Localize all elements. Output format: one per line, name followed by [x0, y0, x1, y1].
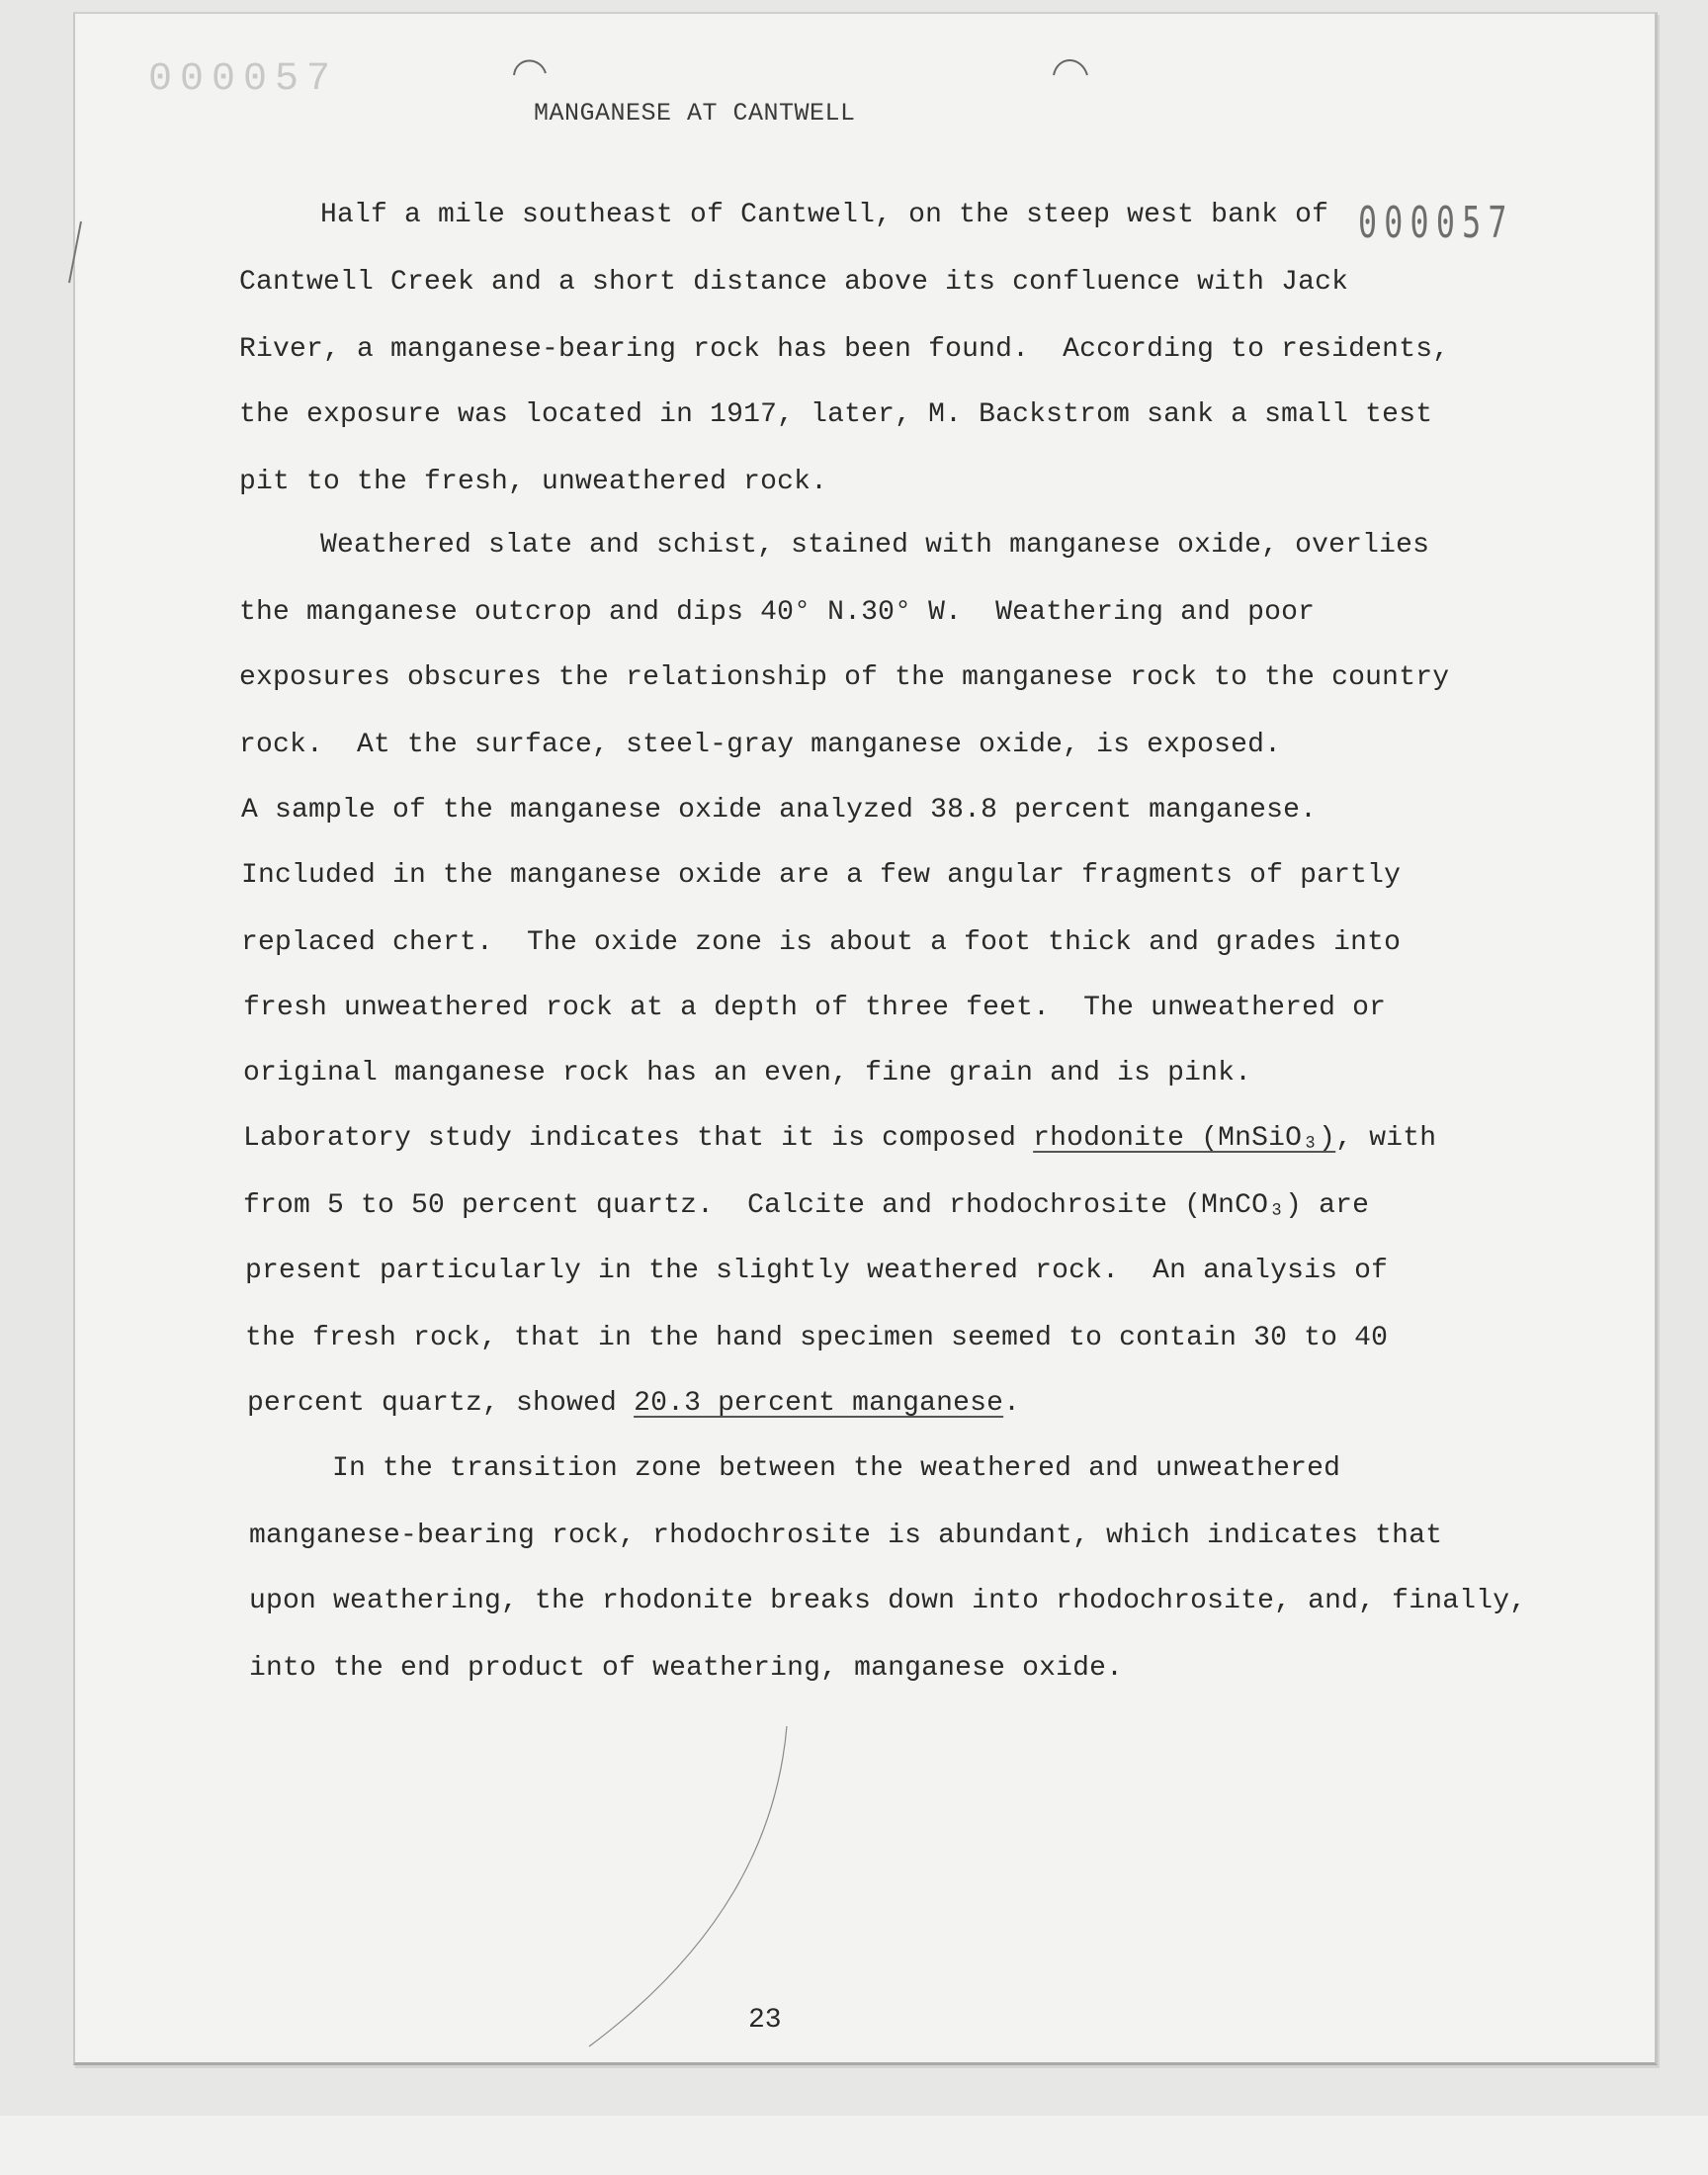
line-text: percent quartz, showed	[247, 1388, 635, 1419]
paragraph-3-line-3: upon weathering, the rhodonite breaks down into rhodochrosite, and, finally,	[249, 1586, 1527, 1616]
paragraph-2-line-2: the manganese outcrop and dips 40° N.30° W. Weathering and poor	[239, 597, 1316, 628]
paragraph-2-line-12: present particularly in the slightly weathered rock. An analysis of	[245, 1256, 1389, 1286]
paragraph-2-line-1: Weathered slate and schist, stained with manganese oxide, overlies	[320, 530, 1430, 561]
scan-margin	[0, 2116, 1708, 2175]
line-text: Laboratory study indicates that it is composed	[243, 1123, 1034, 1154]
paragraph-2-line-10	[243, 1123, 1436, 1154]
underlined-mineral: rhodonite (MnSiO₃)	[1033, 1123, 1336, 1154]
paragraph-2-line-5: A sample of the manganese oxide analyzed 38.8 percent manganese.	[241, 795, 1318, 826]
paragraph-3-line-4: into the end product of weathering, manganese oxide.	[249, 1653, 1124, 1684]
paragraph-1-line-2: Cantwell Creek and a short distance above its confluence with Jack	[239, 267, 1349, 298]
paragraph-2-line-9: original manganese rock has an even, fine grain and is pink.	[243, 1058, 1252, 1088]
page-number: 23	[748, 2005, 782, 2036]
document-number-stamp: 000057	[1358, 198, 1514, 248]
paragraph-2-line-6: Included in the manganese oxide are a few angular fragments of partly	[241, 860, 1402, 891]
hole-punch-mark-right	[1050, 51, 1091, 81]
paragraph-2-line-11: from 5 to 50 percent quartz. Calcite and rhodochrosite (MnCO₃) are	[243, 1190, 1370, 1221]
line-text: , with	[1335, 1123, 1437, 1154]
paragraph-3-line-1: In the transition zone between the weathered and unweathered	[332, 1453, 1341, 1484]
paragraph-2-line-8: fresh unweathered rock at a depth of three feet. The unweathered or	[243, 993, 1387, 1023]
paragraph-3-line-2: manganese-bearing rock, rhodochrosite is abundant, which indicates that	[249, 1521, 1443, 1551]
paragraph-2-line-14	[247, 1388, 1020, 1419]
paragraph-2-line-13: the fresh rock, that in the hand specimen seemed to contain 30 to 40	[245, 1323, 1389, 1353]
paragraph-2-line-3: exposures obscures the relationship of the manganese rock to the country	[239, 662, 1450, 693]
paragraph-1-line-4: the exposure was located in 1917, later, M. Backstrom sank a small test	[239, 399, 1433, 430]
paragraph-2-line-7: replaced chert. The oxide zone is about a foot thick and grades into	[241, 927, 1402, 958]
paragraph-1-line-5: pit to the fresh, unweathered rock.	[239, 467, 828, 497]
document-page	[73, 12, 1658, 2065]
line-text: .	[1003, 1388, 1021, 1419]
paragraph-1-line-1: Half a mile southeast of Cantwell, on the steep west bank of	[320, 200, 1329, 230]
paragraph-2-line-4: rock. At the surface, steel-gray manganese oxide, is exposed.	[239, 730, 1282, 760]
page-title: MANGANESE AT CANTWELL	[534, 99, 856, 128]
paragraph-1-line-3: River, a manganese-bearing rock has been found. According to residents,	[239, 334, 1450, 365]
underlined-value: 20.3 percent manganese	[634, 1388, 1004, 1419]
hole-punch-mark-left	[510, 51, 550, 81]
margin-tick-mark	[65, 218, 85, 287]
faded-stamp: 000057	[148, 57, 339, 102]
